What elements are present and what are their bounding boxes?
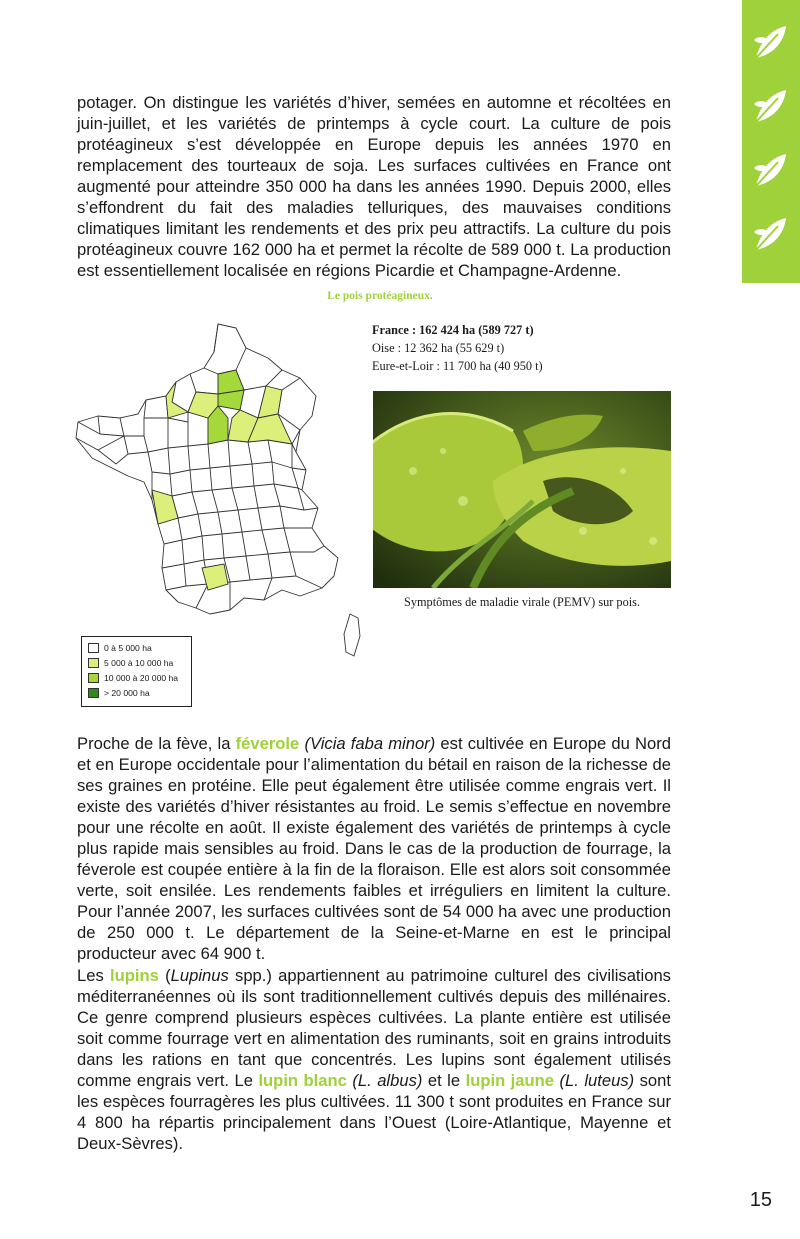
corsica bbox=[344, 614, 360, 656]
legend-label: 5 000 à 10 000 ha bbox=[104, 657, 174, 668]
map-legend bbox=[81, 636, 192, 707]
stat-oise: Oise : 12 362 ha (55 629 t) bbox=[372, 341, 505, 355]
stat-eure-et-loir: Eure-et-Loir : 11 700 ha (40 950 t) bbox=[372, 359, 543, 373]
legend-label: 0 à 5 000 ha bbox=[104, 642, 152, 653]
lupin-jaune-latin: (L. luteus) bbox=[554, 1071, 635, 1090]
france-department-map bbox=[68, 318, 372, 664]
intro-paragraph: potager. On distingue les variétés d’hiver, semées en automne et récoltées en juin-juillet, et les variétés de printemps à cycle court. La culture de pois protéagineux s’est développée en Europe depuis les années 1970 en remplacement des tourteaux de soja. Les surfaces cultivées en France ont augmenté pour atteindre 350 000 ha dans les années 1990. Depuis 2000, elles s’effondrent du fait des maladies telluriques, des mauvaises conditions climatiques limitant les rendements et des prix peu attractifs. La culture du pois protéagineux couvre 162 000 ha et permet la récolte de 589 000 t. La production est essentiellement localisée en régions Picardie et Champagne-Ardenne. bbox=[77, 93, 671, 280]
lupin-jaune-term: lupin jaune bbox=[465, 1071, 555, 1090]
legend-row bbox=[88, 642, 152, 653]
legend-label: > 20 000 ha bbox=[104, 687, 150, 698]
lupins-latin-close: spp.) bbox=[228, 966, 272, 985]
page-number: 15 bbox=[749, 1189, 772, 1211]
pea-virus-photo bbox=[373, 391, 671, 588]
lupins-and: et le bbox=[422, 1071, 466, 1090]
leaf-icon bbox=[750, 86, 792, 128]
feverole-term: féverole bbox=[235, 734, 300, 753]
legend-row bbox=[88, 672, 178, 683]
lupin-blanc-latin: (L. albus) bbox=[346, 1071, 423, 1090]
legend-swatch bbox=[88, 688, 99, 698]
figure-stats bbox=[372, 321, 543, 375]
legend-swatch bbox=[88, 643, 99, 653]
legend-swatch bbox=[88, 673, 99, 683]
photo-caption: Symptômes de maladie virale (PEMV) sur pois. bbox=[404, 595, 640, 609]
leaf-icon bbox=[750, 214, 792, 256]
chapter-side-tab bbox=[742, 0, 800, 283]
feverole-paragraph bbox=[77, 733, 671, 964]
department-oise bbox=[218, 390, 244, 410]
legend-label: 10 000 à 20 000 ha bbox=[104, 672, 179, 683]
lupins-text-1: appartiennent au patrimoine culturel des civilisations méditerranéennes où ils sont traditionnellement cultivés depuis des millénaires. Ce genre comprend plusieurs espèces cultivées. La plante entière est utilisée soit comme fourrage vert en alimentation des ruminants, soit en grains introduits dans les rations en tant que concentrés. Les lupins sont également utilisés comme engrais vert. Le bbox=[77, 966, 671, 1090]
leaf-icon bbox=[750, 150, 792, 192]
legend-row bbox=[88, 687, 150, 698]
lupins-lead: Les bbox=[77, 966, 110, 985]
lupins-latin: Lupinus bbox=[170, 966, 229, 985]
figure-title: Le pois protéagineux. bbox=[327, 290, 433, 302]
lupins-term: lupins bbox=[110, 966, 159, 985]
lupin-blanc-term: lupin blanc bbox=[258, 1071, 347, 1090]
lupins-paragraph bbox=[77, 965, 671, 1154]
feverole-text: est cultivée en Europe du Nord et en Europe occidentale pour l’alimentation du bétail en raison de la richesse de ses graines en protéine. Elle peut également être utilisée comme engrais vert. Il existe des variétés d’hiver résistantes au froid. Le semis s’effectue en novembre pour une récolte en août. Il existe également des variétés de printemps à cycle plus rapide mais sensibles au froid. Dans le cas de la production de fourrage, la féverole est coupée entière à la fin de la floraison. Elle est alors soit consommée verte, soit ensilée. Les rendements faibles et irréguliers en limitent la culture. Pour l’année 2007, les surfaces cultivées sont de 54 000 ha avec une production de 250 000 t. Le département de la Seine-et-Marne en est le principal producteur avec 64 900 t. bbox=[77, 734, 671, 963]
legend-row bbox=[88, 657, 173, 668]
feverole-latin: (Vicia faba minor) bbox=[304, 734, 436, 753]
lupins-latin-open: ( bbox=[158, 966, 171, 985]
lupins-text-2: sont les espèces fourragères les plus cultivées. 11 300 t sont produites en France sur 4 800 ha répartis principalement dans l’Ouest (Loire-Atlantique, Mayenne et Deux-Sèvres). bbox=[77, 1071, 671, 1153]
feverole-lead: Proche de la fève, la bbox=[77, 734, 236, 753]
leaf-icon bbox=[750, 22, 792, 64]
stat-france: France : 162 424 ha (589 727 t) bbox=[372, 323, 534, 337]
legend-swatch bbox=[88, 658, 99, 668]
